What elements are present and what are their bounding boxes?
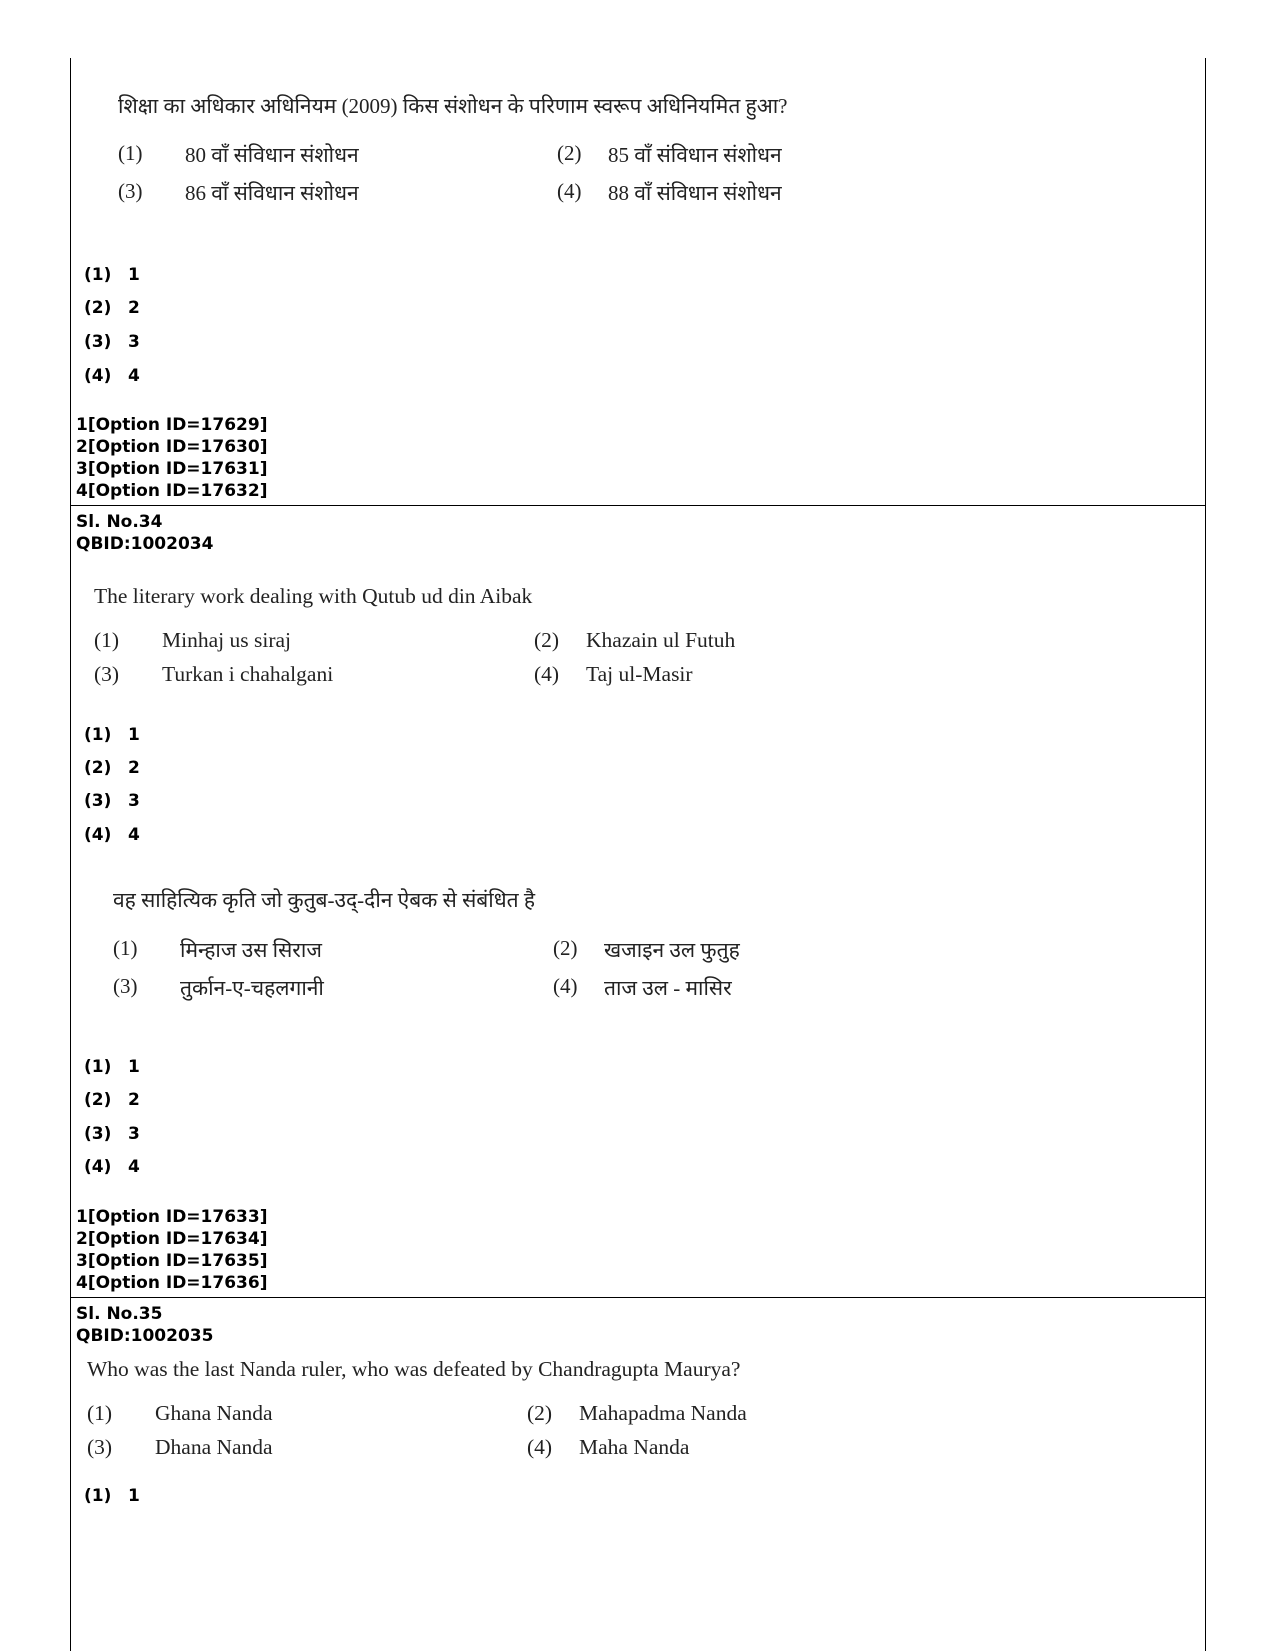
q34-en-opt4-text: Taj ul-Masir bbox=[586, 662, 693, 686]
q35-en-opt2-text: Mahapadma Nanda bbox=[579, 1401, 747, 1425]
q33-hi-opt4-num: (4) bbox=[557, 179, 582, 203]
q34-hi-answer-3[interactable]: (3) 3 bbox=[84, 1124, 140, 1144]
q34-hi-opt2-num: (2) bbox=[553, 936, 578, 960]
q34-hi-answer-1[interactable]: (1) 1 bbox=[84, 1057, 140, 1077]
q34-en-opt3-num: (3) bbox=[94, 662, 120, 686]
q33-option-id-3: 3[Option ID=17631] bbox=[76, 459, 268, 479]
q34-hi-opt1-num: (1) bbox=[113, 936, 138, 960]
q34-hi-opt4-num: (4) bbox=[553, 974, 578, 998]
q35-en-opt1-text: Ghana Nanda bbox=[155, 1401, 273, 1425]
q34-hindi-question: वह साहित्यिक कृति जो कुतुब-उद्-दीन ऐबक से संबंधित है bbox=[113, 888, 536, 912]
q33-hi-opt1-num: (1) bbox=[118, 141, 143, 165]
q33-answer-1[interactable]: (1) 1 bbox=[84, 265, 140, 285]
q34-option-id-4: 4[Option ID=17636] bbox=[76, 1273, 268, 1293]
q34-option-id-3: 3[Option ID=17635] bbox=[76, 1251, 268, 1271]
q34-en-opt3-text: Turkan i chahalgani bbox=[162, 662, 334, 686]
q34-hi-opt4-text: ताज उल - मासिर bbox=[604, 976, 732, 1000]
q34-en-opt2-text: Khazain ul Futuh bbox=[586, 628, 736, 652]
q34-hi-opt3-num: (3) bbox=[113, 974, 138, 998]
q34-header bbox=[76, 511, 213, 555]
q34-hi-answer-2[interactable]: (2) 2 bbox=[84, 1090, 140, 1110]
q33-answer-3[interactable]: (3) 3 bbox=[84, 332, 140, 352]
q35-english-question: Who was the last Nanda ruler, who was defeated by Chandragupta Maurya? bbox=[87, 1357, 741, 1381]
q34-option-ids bbox=[76, 1206, 267, 1294]
q34-option-id-2: 2[Option ID=17634] bbox=[76, 1229, 268, 1249]
q33-answer-2[interactable]: (2) 2 bbox=[84, 298, 140, 318]
q33-hi-opt2-num: (2) bbox=[557, 141, 582, 165]
q34-english-question: The literary work dealing with Qutub ud din Aibak bbox=[94, 584, 533, 608]
q34-hi-opt1-text: मिन्हाज उस सिराज bbox=[180, 938, 322, 962]
q35-en-opt3-num: (3) bbox=[87, 1435, 113, 1459]
q33-hindi-question: शिक्षा का अधिकार अधिनियम (2009) किस संशोधन के परिणाम स्वरूप अधिनियमित हुआ? bbox=[118, 94, 788, 118]
section-divider bbox=[70, 1297, 1206, 1298]
q35-sl-no: Sl. No.35 bbox=[76, 1304, 163, 1324]
q33-hi-opt1-text: 80 वाँ संविधान संशोधन bbox=[185, 143, 359, 167]
q35-qbid: QBID:1002035 bbox=[76, 1326, 214, 1346]
q35-en-opt1-num: (1) bbox=[87, 1401, 113, 1425]
q35-header bbox=[76, 1303, 213, 1347]
section-divider bbox=[70, 505, 1206, 506]
q34-en-answer-1[interactable]: (1) 1 bbox=[84, 725, 140, 745]
q34-en-opt4-num: (4) bbox=[534, 662, 560, 686]
q33-option-id-1: 1[Option ID=17629] bbox=[76, 415, 268, 435]
q34-en-answer-4[interactable]: (4) 4 bbox=[84, 825, 140, 845]
q34-en-opt1-text: Minhaj us siraj bbox=[162, 628, 291, 652]
q33-hi-opt4-text: 88 वाँ संविधान संशोधन bbox=[608, 181, 782, 205]
q34-option-id-1: 1[Option ID=17633] bbox=[76, 1207, 268, 1227]
q34-en-answer-3[interactable]: (3) 3 bbox=[84, 791, 140, 811]
q33-option-ids bbox=[76, 414, 267, 502]
q33-option-id-4: 4[Option ID=17632] bbox=[76, 481, 268, 501]
q34-hi-opt3-text: तुर्कान-ए-चहलगानी bbox=[180, 976, 324, 1000]
q35-en-opt4-text: Maha Nanda bbox=[579, 1435, 690, 1459]
q35-en-opt4-num: (4) bbox=[527, 1435, 553, 1459]
q33-hi-opt3-text: 86 वाँ संविधान संशोधन bbox=[185, 181, 359, 205]
q33-option-id-2: 2[Option ID=17630] bbox=[76, 437, 268, 457]
q34-en-opt1-num: (1) bbox=[94, 628, 120, 652]
q35-answer-1[interactable]: (1) 1 bbox=[84, 1486, 140, 1506]
q34-qbid: QBID:1002034 bbox=[76, 534, 214, 554]
q33-hi-opt3-num: (3) bbox=[118, 179, 143, 203]
q34-en-answer-2[interactable]: (2) 2 bbox=[84, 758, 140, 778]
q33-answer-4[interactable]: (4) 4 bbox=[84, 366, 140, 386]
q33-hi-opt2-text: 85 वाँ संविधान संशोधन bbox=[608, 143, 782, 167]
q34-sl-no: Sl. No.34 bbox=[76, 512, 163, 532]
q35-en-opt3-text: Dhana Nanda bbox=[155, 1435, 273, 1459]
q34-en-opt2-num: (2) bbox=[534, 628, 560, 652]
q35-en-opt2-num: (2) bbox=[527, 1401, 553, 1425]
q34-hi-opt2-text: खजाइन उल फुतुह bbox=[604, 938, 740, 962]
q34-hi-answer-4[interactable]: (4) 4 bbox=[84, 1157, 140, 1177]
